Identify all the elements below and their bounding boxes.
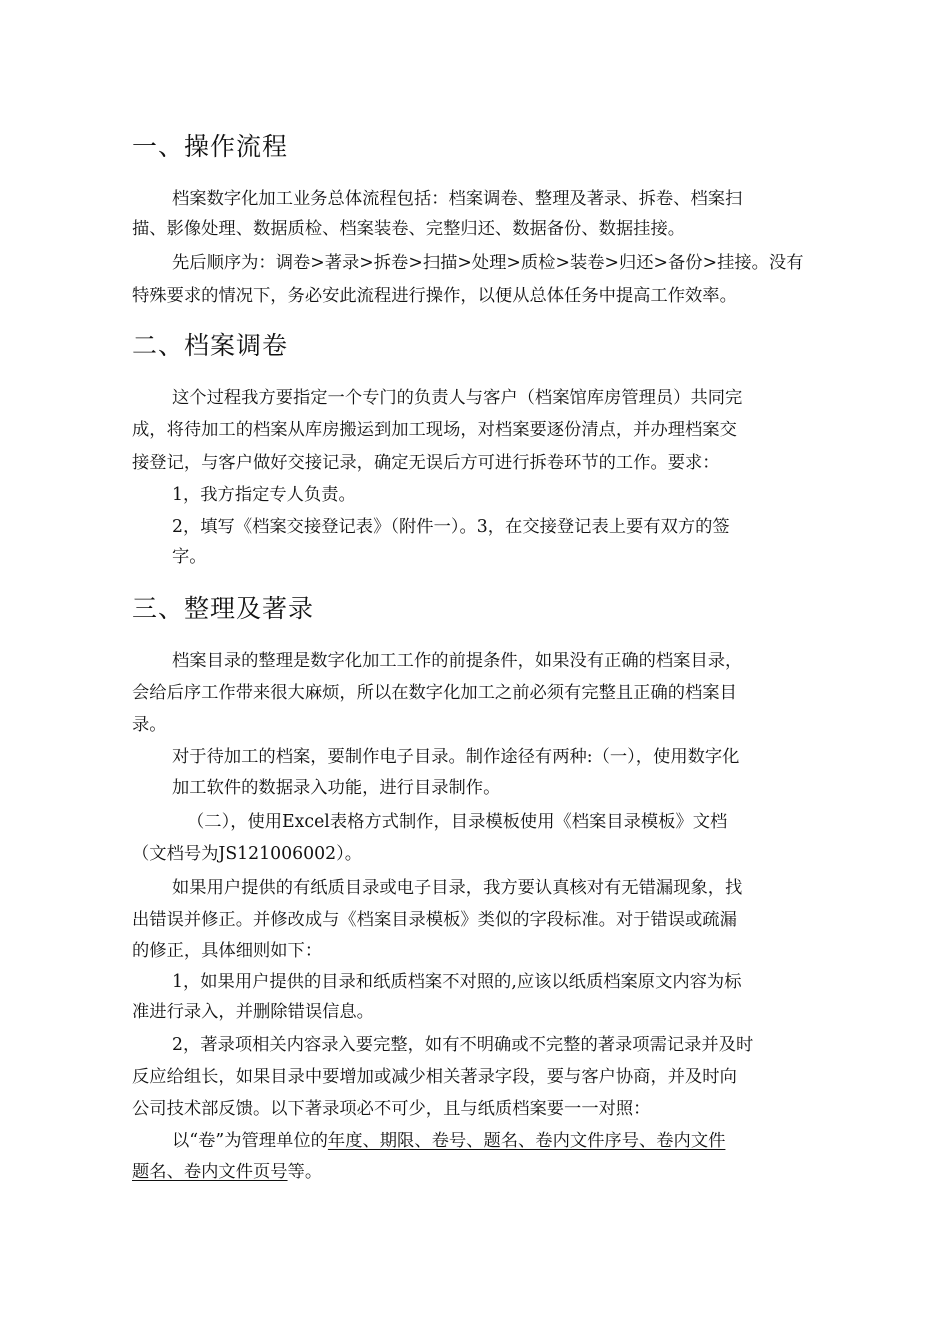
paragraph-line: 描、影像处理、数据质检、档案装卷、完整归还、数据备份、数据挂接。 (132, 219, 686, 239)
underlined-text: 年度、期限、卷号、题名、卷内文件序号、卷内文件 (327, 1131, 726, 1151)
paragraph-line: 如果用户提供的有纸质目录或电子目录，我方要认真核对有无错漏现象，找 (172, 878, 743, 898)
paragraph-line: 成，将待加工的档案从库房搬运到加工现场，对档案要逐份清点，并办理档案交 (132, 420, 737, 440)
plain-text: 等。 (287, 1162, 323, 1182)
paragraph-line: 档案数字化加工业务总体流程包括：档案调卷、整理及著录、拆卷、档案扫 (172, 189, 743, 209)
paragraph-line: 的修正，具体细则如下： (132, 941, 323, 961)
paragraph-line: 这个过程我方要指定一个专门的负责人与客户（档案馆库房管理员）共同完 (172, 388, 743, 408)
paragraph-line: 特殊要求的情况下，务必安此流程进行操作，以便从总体任务中提高工作效率。 (132, 286, 737, 306)
section-heading-2: 二、档案调卷 (132, 331, 289, 360)
paragraph-line: 字。 (172, 547, 207, 567)
paragraph-line (132, 1160, 322, 1184)
paragraph-line: 档案目录的整理是数字化加工工作的前提条件，如果没有正确的档案目录， (172, 651, 743, 671)
paragraph-line: 录。 (132, 715, 167, 735)
paragraph-line: 1，我方指定专人负责。 (172, 485, 356, 505)
paragraph-line: 先后顺序为：调卷>著录>拆卷>扫描>处理>质检>装卷>归还>备份>挂接。没有 (172, 253, 804, 273)
paragraph-line: 2，著录项相关内容录入要完整，如有不明确或不完整的著录项需记录并及时 (172, 1035, 754, 1055)
paragraph-line: 1，如果用户提供的目录和纸质档案不对照的,应该以纸质档案原文内容为标 (172, 972, 742, 992)
paragraph-line: 接登记，与客户做好交接记录，确定无误后方可进行拆卷环节的工作。要求： (132, 453, 720, 473)
paragraph-line: 反应给组长，如果目录中要增加或减少相关著录字段，要与客户协商，并及时向 (132, 1067, 737, 1087)
section-heading-1: 一、操作流程 (132, 132, 289, 161)
underlined-text: 题名、卷内文件页号 (132, 1162, 288, 1182)
paragraph-line: 2，填写《档案交接登记表》（附件一）。3，在交接登记表上要有双方的签 (172, 517, 730, 537)
paragraph-line (172, 1129, 725, 1153)
paragraph-line: 加工软件的数据录入功能，进行目录制作。 (172, 778, 501, 798)
paragraph-line: （文档号为JS121006002）。 (132, 844, 363, 864)
plain-text: 以“卷”为管理单位的 (172, 1131, 328, 1151)
paragraph-line: 对于待加工的档案，要制作电子目录。制作途径有两种:（一），使用数字化 (172, 747, 740, 767)
section-heading-3: 三、整理及著录 (132, 594, 315, 623)
paragraph-line: 公司技术部反馈。以下著录项必不可少，且与纸质档案要一一对照： (132, 1099, 651, 1119)
paragraph-line: 会给后序工作带来很大麻烦，所以在数字化加工之前必须有完整且正确的档案目 (132, 683, 737, 703)
paragraph-line: （二），使用Excel表格方式制作，目录模板使用《档案目录模板》文档 (187, 812, 728, 832)
paragraph-line: 准进行录入，并删除错误信息。 (132, 1002, 374, 1022)
paragraph-line: 出错误并修正。并修改成与《档案目录模板》类似的字段标准。对于错误或疏漏 (132, 910, 737, 930)
